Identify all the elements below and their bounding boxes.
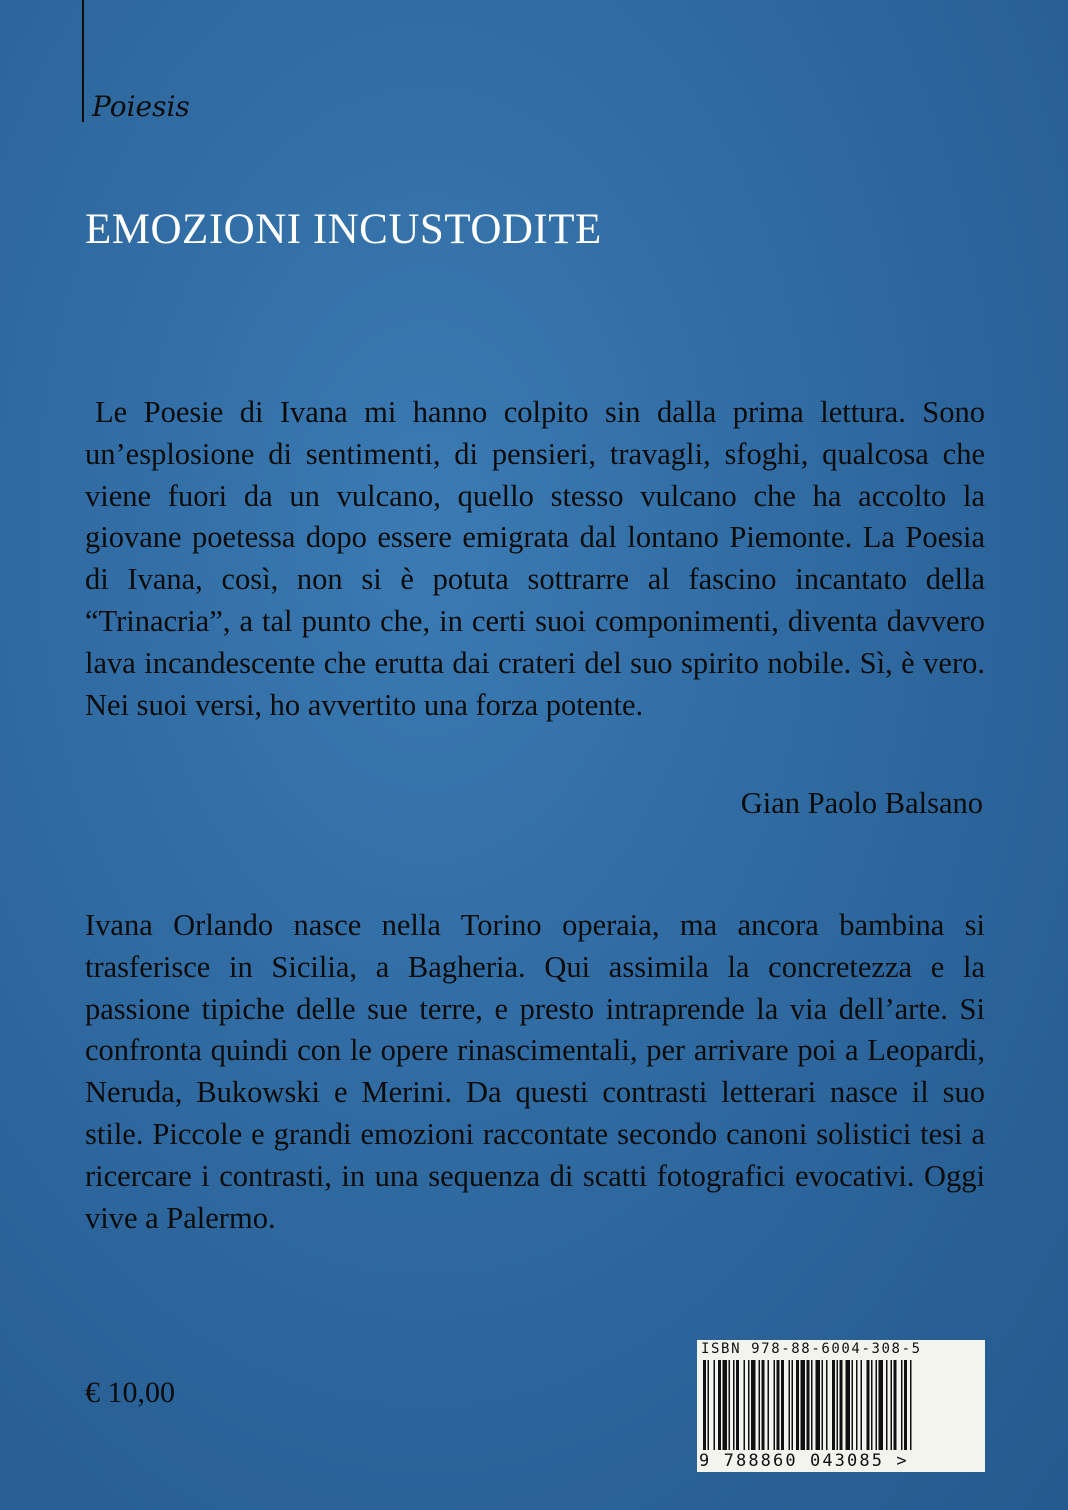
book-title: EMOZIONI INCUSTODITE — [85, 206, 602, 253]
barcode-bar — [723, 1360, 728, 1450]
review-author: Gian Paolo Balsano — [740, 786, 983, 820]
barcode-bar — [759, 1360, 761, 1450]
barcode-bar — [832, 1360, 835, 1450]
barcode-bar — [852, 1360, 854, 1450]
barcode-bar — [901, 1360, 903, 1450]
barcode-bar — [822, 1360, 824, 1450]
barcode-bar — [792, 1360, 794, 1450]
barcode-bar — [777, 1360, 780, 1450]
barcode-bar — [781, 1360, 784, 1450]
ean-digits: 9 788860 043085 > — [699, 1451, 909, 1471]
barcode-bar — [861, 1360, 863, 1450]
price: € 10,00 — [85, 1376, 175, 1409]
isbn-barcode — [697, 1340, 985, 1472]
barcode-bar — [856, 1360, 858, 1450]
barcode-bar — [894, 1360, 897, 1450]
barcode-bar — [816, 1360, 821, 1450]
barcode-bar — [910, 1360, 912, 1450]
review-text: Le Poesie di Ivana mi hanno colpito sin dalla prima lettura. Sono un’esplosione di sentimenti, di pensieri, travagli, sfoghi, qualcosa che viene fuori da un vulcano, quello stesso vulcano che ha accolto la giovane poetessa dopo essere emigrata dal lontano Piemonte. La Poesia di Ivana, così, non si è potuta sottrarre al fascino incantato della “Trinacria”, a tal punto che, in certi suoi componimenti, diventa davvero lava incandescente che erutta dai crateri del suo spirito nobile. Sì, è vero. Nei suoi versi, ho avvertito una forza potente. — [85, 395, 985, 722]
barcode-bar — [801, 1360, 806, 1450]
barcode-bar — [867, 1360, 870, 1450]
barcode-bar — [837, 1360, 839, 1450]
barcode-bar — [733, 1360, 735, 1450]
barcode-bar — [886, 1360, 888, 1450]
barcode-bar — [826, 1360, 828, 1450]
barcode-bars-icon — [703, 1360, 979, 1450]
barcode-bar — [744, 1360, 746, 1450]
barcode-bar — [789, 1360, 791, 1450]
barcode-bar — [714, 1360, 716, 1450]
barcode-bar — [876, 1360, 878, 1450]
barcode-bar — [796, 1360, 799, 1450]
spine-divider — [82, 0, 84, 122]
barcode-bar — [762, 1360, 765, 1450]
barcode-bar — [840, 1360, 843, 1450]
barcode-bar — [708, 1360, 710, 1450]
barcode-bar — [879, 1360, 884, 1450]
barcode-bar — [736, 1360, 739, 1450]
author-biography: Ivana Orlando nasce nella Torino operaia, ma ancora bambina si trasferisce in Sicilia, a Bagheria. Qui assimila la concretezza e la passione tipiche delle sue terre, e presto intraprende la via dell’arte. Si confronta quindi con le opere rinascimentali, per arrivare poi a Leopardi, Neruda, Bukowski e Merini. Da questi contrasti letterari nasce il suo stile. Piccole e grandi emozioni raccontate secondo canoni solistici tesi a ricercare i contrasti, in una sequenza di scatti fotografici evocativi. Oggi vive a Palermo. — [85, 908, 985, 1235]
barcode-bar — [846, 1360, 851, 1450]
barcode-bar — [703, 1360, 706, 1450]
barcode-bar — [729, 1360, 731, 1450]
barcode-bar — [768, 1360, 770, 1450]
barcode-bar — [904, 1360, 907, 1450]
series-name: Poiesis — [92, 90, 190, 123]
isbn-label: ISBN 978-88-6004-308-5 — [701, 1341, 922, 1357]
barcode-bar — [891, 1360, 893, 1450]
barcode-bar — [811, 1360, 813, 1450]
barcode-bar — [748, 1360, 750, 1450]
barcode-bar — [774, 1360, 776, 1450]
barcode-bar — [751, 1360, 756, 1450]
barcode-bar — [807, 1360, 810, 1450]
barcode-bar — [718, 1360, 721, 1450]
barcode-bar — [871, 1360, 873, 1450]
